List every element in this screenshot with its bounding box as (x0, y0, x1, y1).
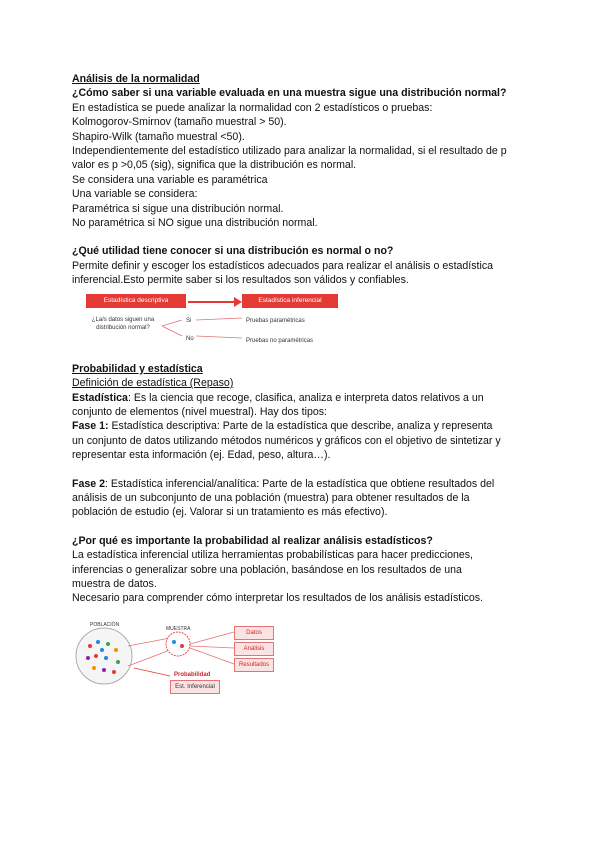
branch-lines (162, 314, 252, 344)
box-resultados: Resultados (234, 658, 274, 672)
term-fase1: Fase 1: (72, 420, 109, 433)
diagram-question: ¿La/s datos siguen una distribución normal? (91, 316, 155, 331)
label-pruebas-no-parametricas: Pruebas no paramétricas (246, 337, 314, 344)
label-probabilidad: Probabilidad (174, 671, 211, 678)
branch-si: Si (186, 317, 192, 324)
paragraph-line: inferencias o generalizar sobre una población, basándose en los resultados de una (72, 563, 462, 576)
section-title-normalidad: Análisis de la normalidad (72, 73, 200, 85)
paragraph-line: Independientemente del estadístico utilizado para analizar la normalidad, si el resultado de p (72, 145, 507, 158)
document-page (72, 72, 532, 694)
paragraph-line: Se considera una variable es paramétrica (72, 173, 268, 186)
question-normal-distribution: ¿Cómo saber si una variable evaluada en una muestra sigue una distribución normal? (72, 87, 507, 100)
term-fase2: Fase 2 (72, 477, 105, 490)
paragraph-line: Una variable se considera: (72, 188, 198, 201)
paragraph-line: En estadística se puede analizar la normalidad con 2 estadísticos o pruebas: (72, 101, 433, 114)
paragraph-text: Estadística descriptiva: Parte de la estadística que describe, analiza y representa (108, 420, 493, 433)
paragraph-line: representar esta información (ej. Edad, peso, altura…). (72, 449, 331, 462)
paragraph-line: análisis de un subconjunto de una población (muestra) para obtener resultados de la (72, 491, 470, 504)
normality-flow-diagram (86, 294, 356, 352)
term-estadistica: Estadística (72, 391, 128, 404)
box-datos: Datos (234, 626, 274, 640)
question-utilidad: ¿Qué utilidad tiene conocer si una distribución es normal o no? (72, 245, 394, 258)
label-pruebas-parametricas: Pruebas paramétricas (246, 317, 305, 324)
box-estadistica-inferencial: Estadística inferencial (242, 294, 338, 308)
label-muestra: MUESTRA (166, 625, 191, 632)
paragraph-text: : Es la ciencia que recoge, clasifica, analiza e interpreta datos relativos a un (127, 391, 484, 404)
arrow-right-icon (188, 296, 242, 308)
paragraph-text: : Estadística inferencial/analítica: Parte de la estadística que obtiene resultados del (104, 477, 495, 490)
label-poblacion: POBLACIÓN (90, 621, 120, 628)
paragraph-line: muestra de datos. (72, 577, 157, 590)
paragraph-line: Permite definir y escoger los estadísticos adecuados para realizar el análisis o estadística (72, 259, 494, 272)
paragraph-line: un conjunto de datos utilizando métodos numéricos y gráficos con el objetivo de sintetizar y (72, 434, 501, 447)
paragraph-line: No paramétrica si NO sigue una distribución normal. (72, 217, 318, 230)
paragraph-line: Necesario para comprender cómo interpretar los resultados de los análisis estadísticos. (72, 592, 483, 605)
paragraph-line: población de estudio (ej. Valorar si un tratamiento es más efectivo). (72, 506, 388, 519)
paragraph-line: Kolmogorov-Smirnov (tamaño muestral > 50). (72, 116, 287, 129)
branch-no: No (186, 335, 194, 342)
box-analisis: Análisis (234, 642, 274, 656)
box-estadistica-descriptiva: Estadística descriptiva (86, 294, 186, 308)
question-probabilidad: ¿Por qué es importante la probabilidad al realizar análisis estadísticos? (72, 534, 433, 547)
section-title-probabilidad: Probabilidad y estadística (72, 362, 203, 375)
paragraph-line: Shapiro-Wilk (tamaño muestral <50). (72, 130, 245, 143)
paragraph-line: La estadística inferencial utiliza herramientas probabilísticas para hacer predicciones, (72, 549, 474, 562)
subtitle-definicion: Definición de estadística (Repaso) (72, 377, 234, 390)
population-sample-diagram (74, 616, 284, 694)
box-est-inferencial: Est. Inferencial (170, 680, 220, 694)
paragraph-line: Paramétrica si sigue una distribución normal. (72, 202, 284, 215)
paragraph-line: valor es p >0,05 (sig), significa que la distribución es normal. (72, 159, 357, 172)
paragraph-line: inferencial.Esto permite saber si los resultados son válidos y confiables. (72, 274, 409, 287)
paragraph-line: conjunto de elementos (nivel muestral). Hay dos tipos: (72, 405, 327, 418)
